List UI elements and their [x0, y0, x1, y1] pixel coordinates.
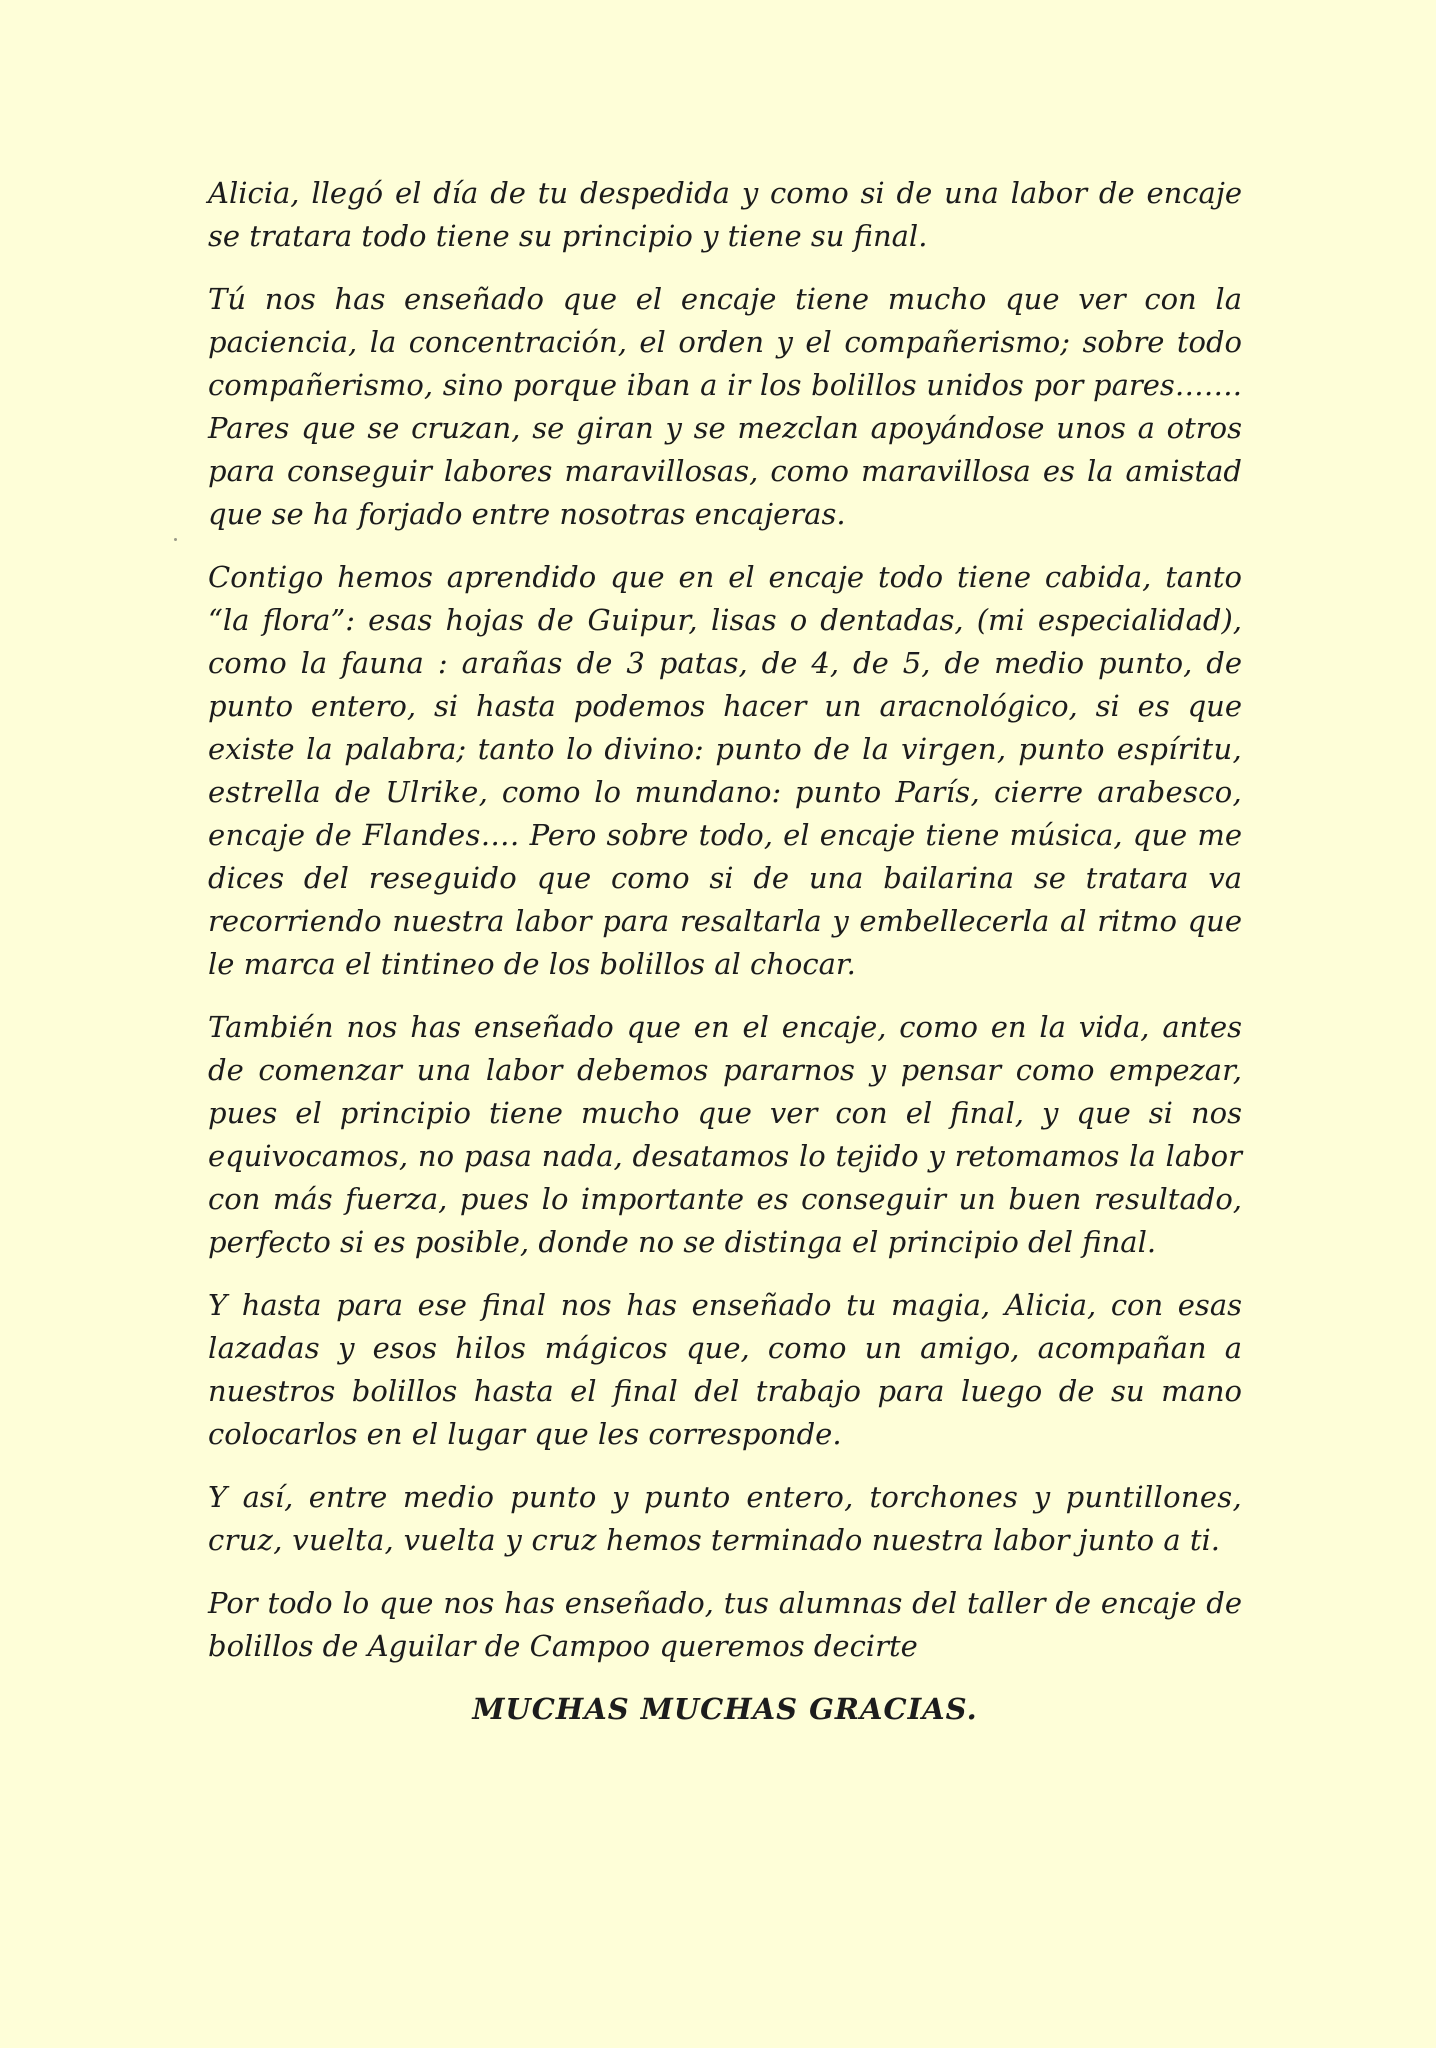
- lace-term: punto de la virgen, punto espíritu, estrella de Ulrike,: [208, 732, 1242, 809]
- text: Tú nos has enseñado que el encaje tiene mucho que ver con la paciencia, la concentración, el orden y el compañerismo; sobre todo compañerismo, sino porque iban a ir los bolillos unidos por pares……. Pares que se cruzan, se giran y se mezclan apoyándose unos a otros para conseguir labores maravillosas, como maravillosa es la amistad que se ha forjado entre nosotras encajeras.: [208, 282, 1242, 531]
- lace-term: punto entero, torchones: [644, 1480, 1019, 1514]
- lace-term: reseguido: [368, 861, 517, 895]
- text: Pero sobre todo, el encaje tiene música, que me dices del: [208, 818, 1243, 895]
- text: lisas o dentadas, (mi especialidad), como la fauna :: [208, 603, 1242, 680]
- text: y esos: [319, 1331, 456, 1365]
- text: que como si de una bailarina se tratara va recorriendo nuestra labor para resaltarla y embellecerla al ritmo que le marca el tintineo de los bolillos al chocar.: [208, 861, 1242, 981]
- text: Alicia, llegó el día de tu despedida y como si de una labor de encaje se tratara todo tiene su principio y tiene su final.: [208, 176, 1242, 253]
- paragraph-4: [208, 1006, 1242, 1264]
- paragraph-7: [208, 1582, 1242, 1668]
- lace-term: arañas: [461, 646, 563, 680]
- closing-thanks: MUCHAS MUCHAS GRACIAS.: [472, 1692, 978, 1726]
- text: Contigo hemos aprendido que en el encaje todo tiene cabida, tanto “la flora”: esas: [208, 560, 1242, 637]
- paragraph-1: [208, 172, 1242, 258]
- paragraph-2: [208, 278, 1242, 536]
- text: como lo mundano:: [488, 775, 795, 809]
- text: que, como un amigo, acompañan a nuestros bolillos hasta el final del trabajo para luego de su mano colocarlos en el lugar que les corresponde.: [208, 1331, 1242, 1451]
- text: hemos terminado nuestra labor junto a ti.: [596, 1523, 1220, 1557]
- text: y: [1018, 1480, 1066, 1514]
- paper-speck: [174, 538, 177, 541]
- paragraph-6: [208, 1476, 1242, 1562]
- lace-term: hilos mágicos: [455, 1331, 668, 1365]
- lace-term: puntillones, cruz, vuelta, vuelta y cruz: [208, 1480, 1243, 1557]
- lace-term: lazadas: [208, 1331, 320, 1365]
- text: de 3 patas, de 4, de 5, de medio punto, de punto entero, si hasta podemos hacer un aracnológico, si es que existe la palabra; tanto lo divino:: [208, 646, 1242, 766]
- text: Por todo lo que nos has enseñado, tus alumnas del taller de encaje de bolillos de Aguilar de Campoo queremos decirte: [208, 1586, 1242, 1663]
- text: Y hasta para ese final nos has enseñado tu magia, Alicia, con esas: [208, 1288, 1242, 1322]
- text: y: [596, 1480, 645, 1514]
- lace-term: hojas de Guipur,: [445, 603, 698, 637]
- paragraph-5: [208, 1284, 1242, 1456]
- lace-term: medio punto: [402, 1480, 597, 1514]
- lace-term: punto París, cierre arabesco, encaje de Flandes….: [208, 775, 1242, 852]
- text: Y así, entre: [208, 1480, 403, 1514]
- letter-body: [208, 172, 1242, 1731]
- paragraph-3: [208, 556, 1242, 986]
- text: También nos has enseñado que en el encaje, como en la vida, antes de comenzar una labor debemos pararnos y pensar como empezar, pues el principio tiene mucho que ver con el final, y que si nos equivocamos, no pasa nada, desatamos lo tejido y retomamos la labor con más fuerza, pues lo importante es conseguir un buen resultado, perfecto si es posible, donde no se distinga el principio del final.: [208, 1010, 1242, 1259]
